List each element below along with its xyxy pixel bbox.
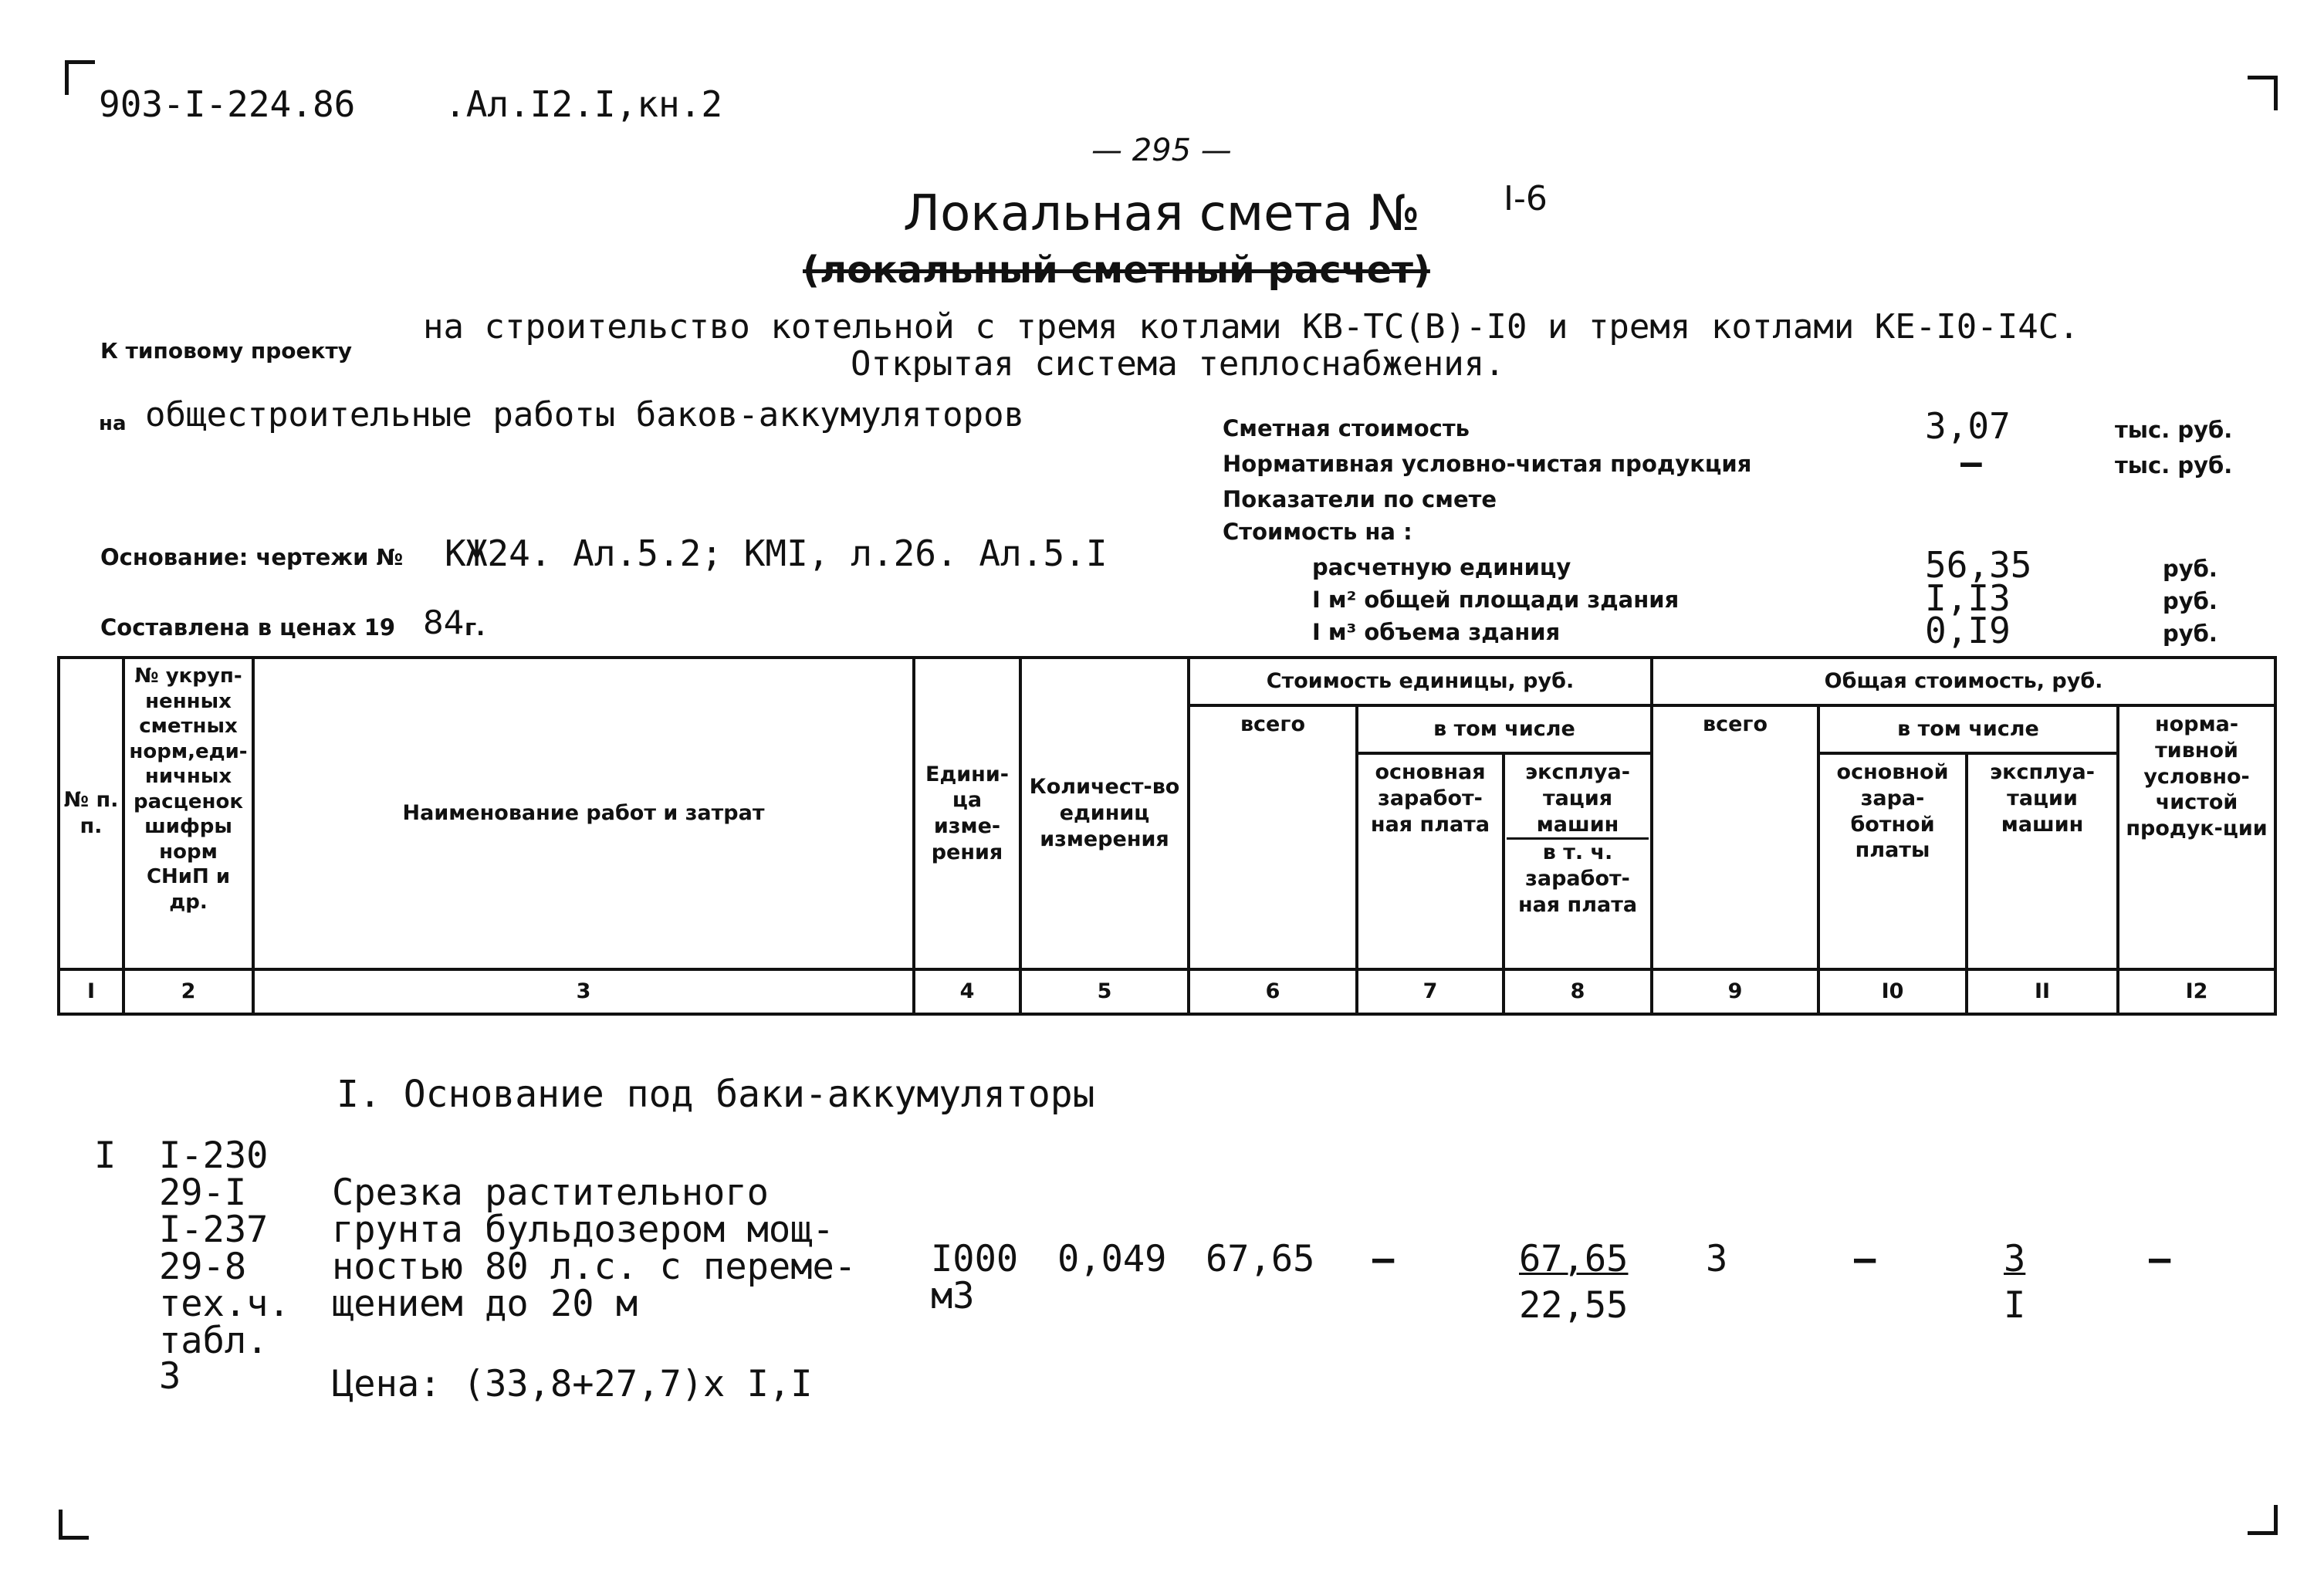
column-number-5: 5 [1020, 969, 1189, 1014]
row-code: 29-I [159, 1172, 247, 1214]
header-unit-including: в том числе [1357, 705, 1652, 753]
row-code: I-230 [159, 1134, 269, 1177]
row-work-name-line: ностью 80 л.с. с переме- [332, 1246, 857, 1288]
net-product-unit: тыс. руб. [2115, 452, 2233, 478]
works-prefix: на [99, 412, 127, 435]
corner-mark-top-right [2248, 76, 2278, 110]
row-unit-total: 67,65 [1206, 1238, 1315, 1280]
document-code: 903-I-224.86 [99, 83, 356, 125]
project-title-line2: Открытая система теплоснабжения. [851, 344, 1505, 384]
row-unit: I000 [931, 1238, 1019, 1280]
row-work-name-line: щением до 20 м [332, 1283, 638, 1325]
header-col-number: № п. п. [59, 658, 123, 969]
works-description: общестроительные работы баков-аккумуляторов [145, 395, 1025, 435]
row-unit-machine-wage: 22,55 [1519, 1284, 1629, 1327]
row-total-wage: – [1854, 1238, 1876, 1280]
header-total-wage: основной зара-ботной платы [1818, 753, 1967, 969]
column-number-10: I0 [1818, 969, 1967, 1014]
header-net-product: норма-тивной условно-чистой продук-ции [2118, 705, 2275, 969]
header-unit-total: всего [1189, 705, 1357, 969]
column-number-12: I2 [2118, 969, 2275, 1014]
row-unit-machine: 67,65 [1519, 1238, 1629, 1280]
header-total-cost-group: Общая стоимость, руб. [1652, 658, 2275, 705]
row-work-name-line: грунта бульдозером мощ- [332, 1209, 834, 1251]
struck-subtitle: (локальный сметный расчет) [803, 249, 1430, 292]
corner-mark-bottom-left [59, 1510, 89, 1540]
header-unit-cost-group: Стоимость единицы, руб. [1189, 658, 1652, 705]
basis-drawings: КЖ24. Ал.5.2; КМI, л.26. Ал.5.I [445, 533, 1108, 574]
estimate-header-table [57, 656, 2277, 1016]
album-reference: .Ал.I2.I,кн.2 [445, 83, 723, 125]
price-formula: Цена: (33,8+27,7)х I,I [332, 1363, 813, 1405]
per-unit-value: 56,35 [1925, 544, 2032, 586]
per-volume-value: 0,I9 [1925, 610, 2011, 651]
prices-year: 84 [423, 604, 465, 641]
per-area-unit: руб. [2163, 588, 2217, 614]
row-work-name-line: Срезка растительного [332, 1172, 769, 1214]
header-unit-wage: основная заработ-ная плата [1357, 753, 1504, 969]
per-area-value: I,I3 [1925, 577, 2011, 619]
row-code: I-237 [159, 1209, 269, 1251]
per-unit-label: расчетную единицу [1312, 554, 1571, 580]
estimated-cost-unit: тыс. руб. [2115, 417, 2233, 443]
header-total-machine: эксплуа-тации машин [1967, 753, 2118, 969]
row-total-product: – [2149, 1238, 2171, 1280]
row-code: табл. [159, 1320, 269, 1362]
header-total-all: всего [1652, 705, 1818, 969]
column-number-4: 4 [914, 969, 1020, 1014]
row-code: 29-8 [159, 1246, 247, 1288]
section-title: I. Основание под баки-аккумуляторы [337, 1073, 1095, 1116]
net-product-label: Нормативная условно-чистая продукция [1223, 451, 1752, 477]
row-unit-wage: – [1372, 1238, 1395, 1280]
column-number-11: II [1967, 969, 2118, 1014]
row-total-machine-wage: I [2004, 1284, 2026, 1327]
column-number-2: 2 [123, 969, 253, 1014]
column-number-1: I [59, 969, 123, 1014]
column-number-3: 3 [253, 969, 914, 1014]
row-number: I [94, 1134, 117, 1177]
row-total: 3 [1706, 1238, 1728, 1280]
per-unit-unit: руб. [2163, 556, 2217, 582]
column-number-8: 8 [1504, 969, 1652, 1014]
corner-mark-bottom-right [2248, 1505, 2278, 1535]
header-col-unit: Едини-ца изме-рения [914, 658, 1020, 969]
project-prefix: К типовому проекту [100, 338, 353, 363]
corner-mark-top-left [65, 60, 95, 95]
page-title: Локальная смета № [903, 185, 1420, 242]
row-unit-measure: м3 [931, 1275, 975, 1317]
header-col-work-name: Наименование работ и затрат [253, 658, 914, 969]
column-number-9: 9 [1652, 969, 1818, 1014]
per-volume-label: I м³ объема здания [1312, 619, 1561, 645]
estimate-number: I-6 [1504, 179, 1548, 218]
net-product-value: – [1960, 441, 1982, 483]
cost-per-label: Стоимость на : [1223, 519, 1412, 545]
column-number-6: 6 [1189, 969, 1357, 1014]
estimated-cost-label: Сметная стоимость [1223, 415, 1470, 441]
header-unit-machine: эксплуа-тация машин [1507, 759, 1649, 840]
basis-prefix: Основание: чертежи № [100, 544, 404, 570]
header-unit-machine-cell [1504, 753, 1652, 969]
page-number: — 295 — [1091, 133, 1232, 168]
prices-suffix: г. [465, 614, 485, 641]
indicators-label: Показатели по смете [1223, 486, 1497, 512]
header-total-including: в том числе [1818, 705, 2118, 753]
row-code: 3 [159, 1355, 181, 1398]
row-code: тех.ч. [159, 1283, 290, 1325]
header-unit-machine-wage: в т. ч. заработ-ная плата [1517, 840, 1638, 917]
per-volume-unit: руб. [2163, 620, 2217, 647]
column-number-7: 7 [1357, 969, 1504, 1014]
row-quantity: 0,049 [1057, 1238, 1167, 1280]
estimated-cost-value: 3,07 [1925, 405, 2011, 447]
prices-prefix: Составлена в ценах 19 [100, 614, 396, 641]
per-area-label: I м² общей площади здания [1312, 587, 1680, 613]
row-total-machine: 3 [2004, 1238, 2026, 1280]
project-title-line1: на строительство котельной с тремя котлами КВ-ТС(В)-I0 и тремя котлами КЕ-I0-I4С. [423, 307, 2079, 347]
header-col-quantity: Количест-во единиц измерения [1020, 658, 1189, 969]
header-col-norms: № укруп-ненных сметных норм,еди-ничных расценок шифры норм СНиП и др. [123, 658, 253, 969]
